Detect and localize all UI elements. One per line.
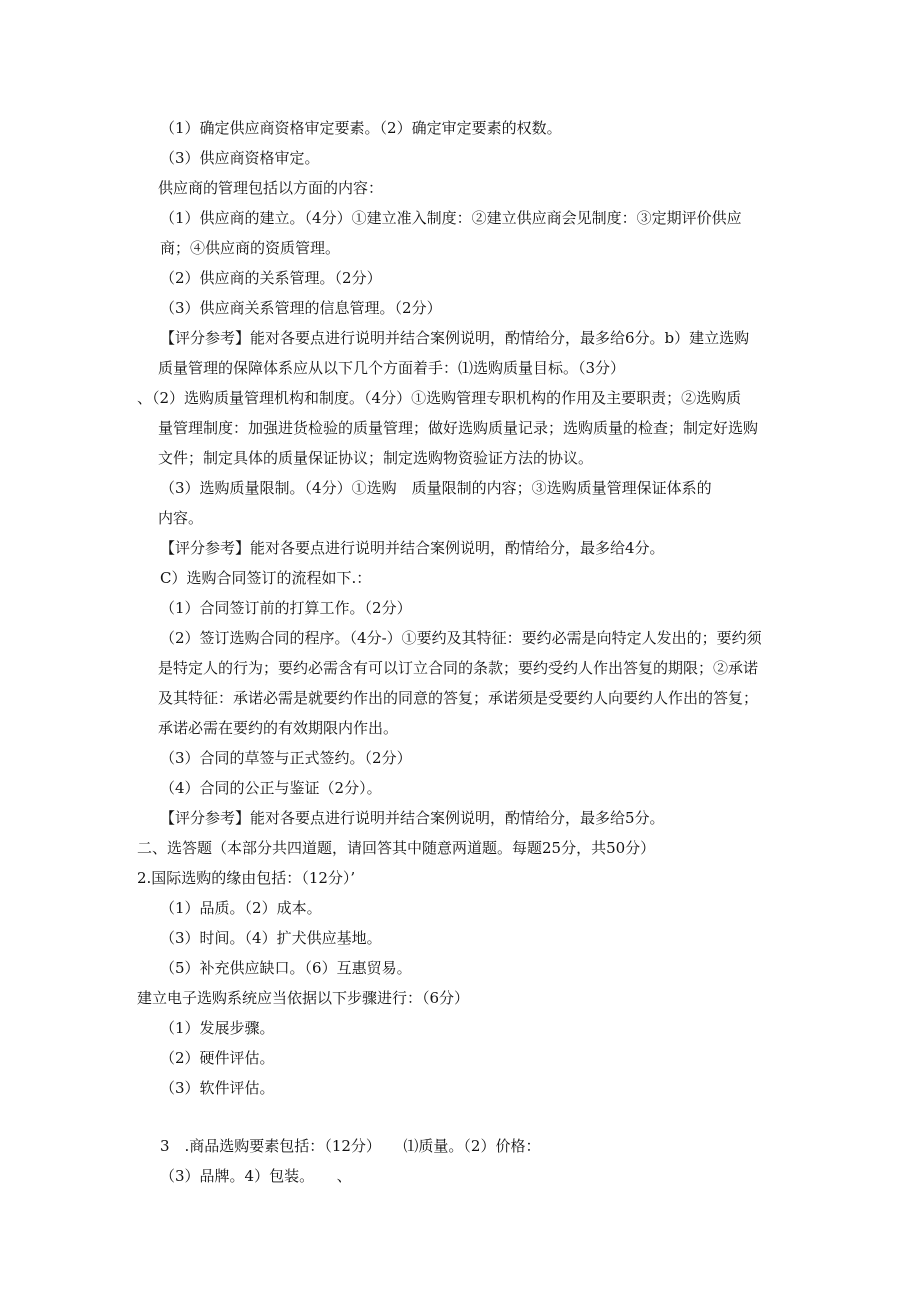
text-line: （2）硬件评估。 (160, 1049, 275, 1067)
text-line: （1）供应商的建立。（4分）①建立准入制度：②建立供应商会见制度：③定期评价供应 (160, 209, 742, 227)
text-line: 【评分参考】能对各要点进行说明并结合案例说明，酌情给分，最多给4分。 (160, 539, 665, 557)
text-line: （3）时间。（4）扩犬供应基地。 (160, 929, 382, 947)
text-line: （4）合同的公正与鉴证（2分）。 (160, 779, 382, 797)
text-line: （2）签订选购合同的程序。（4分-）①要约及其特征：要约必需是向特定人发出的；要约须 (160, 629, 762, 647)
text-line: 承诺必需在要约的有效期限内作出。 (158, 719, 399, 737)
text-line: 供应商的管理包括以方面的内容： (158, 179, 384, 197)
text-line: 是特定人的行为；要约必需含有可以订立合同的条款；要约受约人作出答复的期限；②承诺 (158, 659, 759, 677)
text-line: 、（2）选购质量管理机构和制度。（4分）①选购管理专职机构的作用及主要职责；②选购质 (137, 389, 742, 407)
text-line: 及其特征：承诺必需是就要约作出的同意的答复；承诺须是受要约人向要约人作出的答复； (158, 689, 759, 707)
text-line: （1）确定供应商资格审定要素。（2）确定审定要素的权数。 (160, 119, 562, 137)
text-line: C）选购合同签订的流程如下.： (160, 569, 372, 587)
text-line: 内容。 (158, 509, 204, 527)
text-line: （3）供应商资格审定。 (160, 149, 320, 167)
text-line: （3）品牌。4）包装。 、 (160, 1167, 352, 1185)
question-heading: 2.国际选购的缘由包括：（12分）’ (137, 869, 356, 887)
text-line: 【评分参考】能对各要点进行说明并结合案例说明，酌情给分，最多给5分。 (160, 809, 665, 827)
text-line: 建立电子选购系统应当依据以下步骤进行：（6分） (137, 989, 470, 1007)
text-line: （2）供应商的关系管理。（2分） (160, 269, 382, 287)
text-line: 质量管理的保障体系应从以下几个方面着手：⑴选购质量目标。（3分） (158, 359, 626, 377)
text-line: （3）合同的草签与正式签约。（2分） (160, 749, 412, 767)
text-line: 【评分参考】能对各要点进行说明并结合案例说明，酌情给分，最多给6分。b）建立选购 (160, 329, 750, 347)
question-heading: 3 .商品选购要素包括：（12分） ⑴质量。（2）价格： (160, 1137, 541, 1155)
text-line: （1）合同签订前的打算工作。（2分） (160, 599, 412, 617)
text-line: 文件；制定具体的质量保证协议；制定选购物资验证方法的协议。 (158, 449, 594, 467)
section-heading: 二、选答题（本部分共四道题，请回答其中随意两道题。每题25分，共50分） (137, 839, 656, 857)
text-line: （5）补充供应缺口。（6）互惠贸易。 (160, 959, 412, 977)
text-line: （1）发展步骤。 (160, 1019, 275, 1037)
text-line: 量管理制度：加强进货检验的质量管理；做好选购质量记录；选购质量的检查；制定好选购 (158, 419, 759, 437)
text-line: （3）选购质量限制。（4分）①选购 质量限制的内容；③选购质量管理保证体系的 (160, 479, 712, 497)
text-line: 商；④供应商的资质管理。 (160, 239, 341, 257)
text-line: （3）软件评估。 (160, 1079, 275, 1097)
text-line: （3）供应商关系管理的信息管理。（2分） (160, 299, 442, 317)
text-line: （1）品质。（2）成本。 (160, 899, 322, 917)
